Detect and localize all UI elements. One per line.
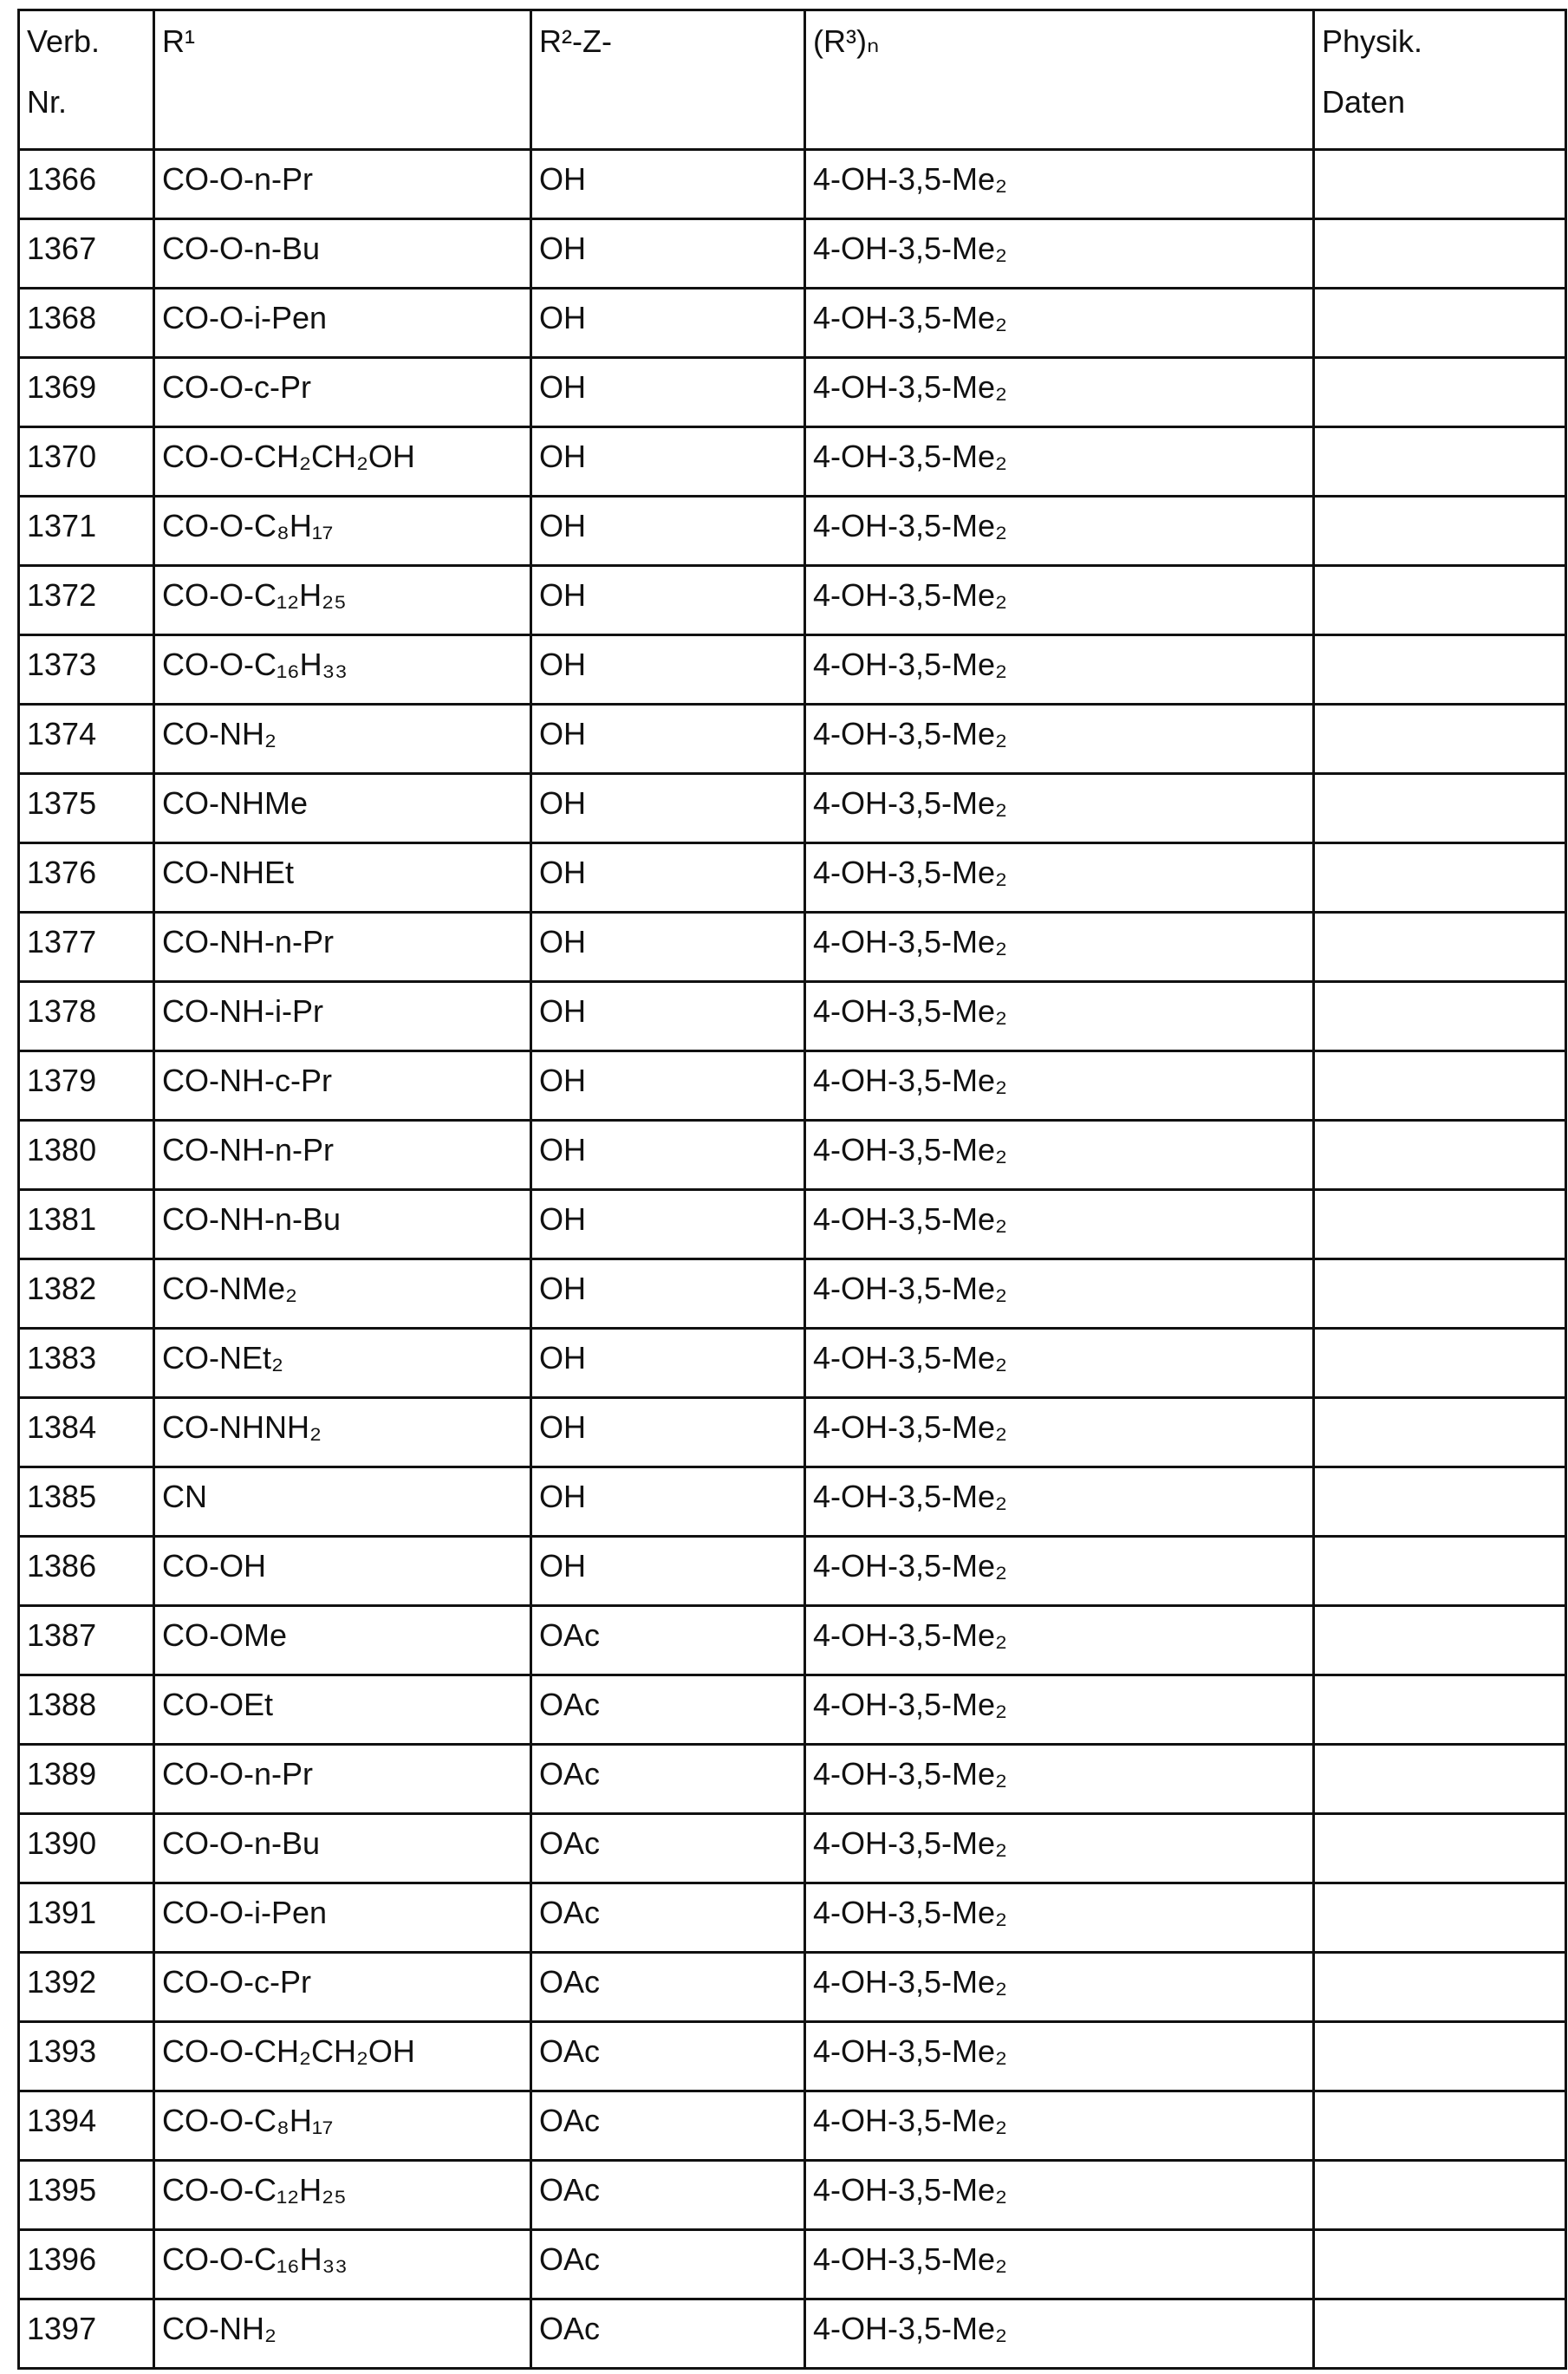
- cell-r1: CO-O-CH₂CH₂OH: [154, 2022, 531, 2091]
- cell-r2-z: OH: [531, 150, 805, 219]
- cell-r3-n: 4-OH-3,5-Me₂: [805, 982, 1314, 1051]
- cell-verb-nr: 1376: [19, 843, 154, 913]
- cell-r3-n: 4-OH-3,5-Me₂: [805, 2091, 1314, 2161]
- cell-physik-daten: [1314, 1259, 1566, 1329]
- cell-r2-z: OH: [531, 289, 805, 358]
- cell-r1: CO-NH₂: [154, 2299, 531, 2369]
- cell-r1: CO-O-n-Pr: [154, 1745, 531, 1814]
- header-verb-nr: [19, 10, 154, 150]
- cell-verb-nr: 1390: [19, 1814, 154, 1883]
- table-body: [19, 150, 1566, 2369]
- table-row: [19, 1745, 1566, 1814]
- cell-r3-n: 4-OH-3,5-Me₂: [805, 497, 1314, 566]
- cell-verb-nr: 1388: [19, 1675, 154, 1745]
- cell-r2-z: OH: [531, 774, 805, 843]
- cell-verb-nr: 1395: [19, 2161, 154, 2230]
- cell-physik-daten: [1314, 219, 1566, 289]
- cell-r2-z: OAc: [531, 1883, 805, 1953]
- cell-r2-z: OAc: [531, 1814, 805, 1883]
- cell-r1: CO-O-n-Bu: [154, 1814, 531, 1883]
- cell-r3-n: 4-OH-3,5-Me₂: [805, 566, 1314, 635]
- cell-r3-n: 4-OH-3,5-Me₂: [805, 219, 1314, 289]
- cell-r1: CN: [154, 1467, 531, 1537]
- cell-verb-nr: 1386: [19, 1537, 154, 1606]
- cell-r2-z: OH: [531, 843, 805, 913]
- cell-r2-z: OAc: [531, 2299, 805, 2369]
- cell-r3-n: 4-OH-3,5-Me₂: [805, 843, 1314, 913]
- table-row: [19, 843, 1566, 913]
- cell-r3-n: 4-OH-3,5-Me₂: [805, 1051, 1314, 1121]
- cell-physik-daten: [1314, 289, 1566, 358]
- cell-r2-z: OH: [531, 1190, 805, 1259]
- cell-r1: CO-NH-n-Bu: [154, 1190, 531, 1259]
- cell-physik-daten: [1314, 1745, 1566, 1814]
- cell-physik-daten: [1314, 566, 1566, 635]
- cell-r1: CO-NHMe: [154, 774, 531, 843]
- cell-r2-z: OH: [531, 358, 805, 427]
- cell-verb-nr: 1387: [19, 1606, 154, 1675]
- cell-verb-nr: 1368: [19, 289, 154, 358]
- cell-verb-nr: 1367: [19, 219, 154, 289]
- cell-r1: CO-O-C₈H₁₇: [154, 2091, 531, 2161]
- cell-verb-nr: 1389: [19, 1745, 154, 1814]
- table-row: [19, 358, 1566, 427]
- cell-physik-daten: [1314, 1121, 1566, 1190]
- header-nr: Nr.: [27, 84, 67, 120]
- cell-verb-nr: 1380: [19, 1121, 154, 1190]
- cell-verb-nr: 1370: [19, 427, 154, 497]
- table-row: [19, 1537, 1566, 1606]
- cell-physik-daten: [1314, 1190, 1566, 1259]
- cell-r3-n: 4-OH-3,5-Me₂: [805, 913, 1314, 982]
- cell-physik-daten: [1314, 497, 1566, 566]
- cell-physik-daten: [1314, 705, 1566, 774]
- cell-r3-n: 4-OH-3,5-Me₂: [805, 2230, 1314, 2299]
- cell-r2-z: OAc: [531, 2161, 805, 2230]
- table-row: [19, 1675, 1566, 1745]
- table-row: [19, 2091, 1566, 2161]
- table-row: [19, 2161, 1566, 2230]
- cell-verb-nr: 1384: [19, 1398, 154, 1467]
- cell-verb-nr: 1373: [19, 635, 154, 705]
- cell-r2-z: OAc: [531, 1953, 805, 2022]
- cell-verb-nr: 1381: [19, 1190, 154, 1259]
- cell-verb-nr: 1391: [19, 1883, 154, 1953]
- header-r2-z: R²-Z-: [531, 10, 805, 150]
- cell-r2-z: OH: [531, 1259, 805, 1329]
- cell-r2-z: OH: [531, 1398, 805, 1467]
- cell-physik-daten: [1314, 1537, 1566, 1606]
- cell-r1: CO-O-n-Pr: [154, 150, 531, 219]
- table-row: [19, 635, 1566, 705]
- table-row: [19, 1814, 1566, 1883]
- cell-physik-daten: [1314, 1883, 1566, 1953]
- cell-r1: CO-O-n-Bu: [154, 219, 531, 289]
- cell-physik-daten: [1314, 913, 1566, 982]
- compound-table: [17, 9, 1567, 2370]
- table-row: [19, 289, 1566, 358]
- table-row: [19, 1121, 1566, 1190]
- cell-r3-n: 4-OH-3,5-Me₂: [805, 1953, 1314, 2022]
- cell-verb-nr: 1378: [19, 982, 154, 1051]
- cell-r1: CO-NMe₂: [154, 1259, 531, 1329]
- cell-physik-daten: [1314, 843, 1566, 913]
- cell-physik-daten: [1314, 2230, 1566, 2299]
- cell-r3-n: 4-OH-3,5-Me₂: [805, 1467, 1314, 1537]
- table-row: [19, 2022, 1566, 2091]
- cell-physik-daten: [1314, 982, 1566, 1051]
- cell-physik-daten: [1314, 2299, 1566, 2369]
- cell-physik-daten: [1314, 1953, 1566, 2022]
- cell-verb-nr: 1392: [19, 1953, 154, 2022]
- table-row: [19, 1883, 1566, 1953]
- cell-r2-z: OH: [531, 497, 805, 566]
- cell-r3-n: 4-OH-3,5-Me₂: [805, 1537, 1314, 1606]
- cell-r2-z: OH: [531, 1537, 805, 1606]
- cell-r3-n: 4-OH-3,5-Me₂: [805, 1883, 1314, 1953]
- cell-verb-nr: 1372: [19, 566, 154, 635]
- table-row: [19, 1329, 1566, 1398]
- cell-r1: CO-O-CH₂CH₂OH: [154, 427, 531, 497]
- cell-verb-nr: 1379: [19, 1051, 154, 1121]
- cell-r2-z: OH: [531, 427, 805, 497]
- cell-r3-n: 4-OH-3,5-Me₂: [805, 2299, 1314, 2369]
- cell-r1: CO-O-c-Pr: [154, 1953, 531, 2022]
- table-row: [19, 219, 1566, 289]
- cell-r1: CO-OEt: [154, 1675, 531, 1745]
- cell-verb-nr: 1375: [19, 774, 154, 843]
- cell-r1: CO-NH-n-Pr: [154, 913, 531, 982]
- table-row: [19, 1259, 1566, 1329]
- cell-r2-z: OAc: [531, 1675, 805, 1745]
- cell-r2-z: OH: [531, 219, 805, 289]
- cell-r3-n: 4-OH-3,5-Me₂: [805, 1814, 1314, 1883]
- cell-r2-z: OH: [531, 913, 805, 982]
- table-header-row: [19, 10, 1566, 150]
- cell-physik-daten: [1314, 1329, 1566, 1398]
- cell-r1: CO-O-C₁₆H₃₃: [154, 635, 531, 705]
- table-row: [19, 1606, 1566, 1675]
- cell-r3-n: 4-OH-3,5-Me₂: [805, 150, 1314, 219]
- cell-physik-daten: [1314, 2091, 1566, 2161]
- cell-physik-daten: [1314, 150, 1566, 219]
- cell-physik-daten: [1314, 427, 1566, 497]
- table-row: [19, 2230, 1566, 2299]
- cell-physik-daten: [1314, 1675, 1566, 1745]
- cell-verb-nr: 1366: [19, 150, 154, 219]
- table-row: [19, 705, 1566, 774]
- cell-verb-nr: 1396: [19, 2230, 154, 2299]
- cell-r2-z: OH: [531, 566, 805, 635]
- table-row: [19, 566, 1566, 635]
- table-row: [19, 1051, 1566, 1121]
- table-row: [19, 1953, 1566, 2022]
- table-row: [19, 1398, 1566, 1467]
- cell-r3-n: 4-OH-3,5-Me₂: [805, 1745, 1314, 1814]
- cell-r2-z: OAc: [531, 2091, 805, 2161]
- table-row: [19, 913, 1566, 982]
- cell-r3-n: 4-OH-3,5-Me₂: [805, 427, 1314, 497]
- table-row: [19, 982, 1566, 1051]
- cell-r1: CO-NH-n-Pr: [154, 1121, 531, 1190]
- cell-verb-nr: 1377: [19, 913, 154, 982]
- cell-physik-daten: [1314, 1606, 1566, 1675]
- cell-r2-z: OAc: [531, 1606, 805, 1675]
- header-r3-n: (R³)ₙ: [805, 10, 1314, 150]
- cell-r2-z: OH: [531, 1051, 805, 1121]
- cell-verb-nr: 1371: [19, 497, 154, 566]
- cell-r3-n: 4-OH-3,5-Me₂: [805, 289, 1314, 358]
- cell-r3-n: 4-OH-3,5-Me₂: [805, 2161, 1314, 2230]
- cell-r1: CO-NH₂: [154, 705, 531, 774]
- cell-r2-z: OH: [531, 1121, 805, 1190]
- cell-physik-daten: [1314, 1051, 1566, 1121]
- cell-r1: CO-O-C₁₂H₂₅: [154, 2161, 531, 2230]
- cell-verb-nr: 1385: [19, 1467, 154, 1537]
- table-row: [19, 427, 1566, 497]
- header-r1: R¹: [154, 10, 531, 150]
- cell-r1: CO-OMe: [154, 1606, 531, 1675]
- cell-r3-n: 4-OH-3,5-Me₂: [805, 358, 1314, 427]
- cell-verb-nr: 1382: [19, 1259, 154, 1329]
- cell-r3-n: 4-OH-3,5-Me₂: [805, 2022, 1314, 2091]
- cell-r1: CO-OH: [154, 1537, 531, 1606]
- cell-r3-n: 4-OH-3,5-Me₂: [805, 1606, 1314, 1675]
- cell-r1: CO-NH-i-Pr: [154, 982, 531, 1051]
- cell-r2-z: OAc: [531, 2230, 805, 2299]
- cell-r1: CO-O-i-Pen: [154, 1883, 531, 1953]
- cell-physik-daten: [1314, 635, 1566, 705]
- cell-r1: CO-NH-c-Pr: [154, 1051, 531, 1121]
- cell-r1: CO-NHEt: [154, 843, 531, 913]
- cell-physik-daten: [1314, 774, 1566, 843]
- cell-physik-daten: [1314, 2022, 1566, 2091]
- table-row: [19, 2299, 1566, 2369]
- header-physik: Physik.: [1322, 23, 1422, 59]
- cell-verb-nr: 1394: [19, 2091, 154, 2161]
- cell-r1: CO-NEt₂: [154, 1329, 531, 1398]
- cell-r2-z: OH: [531, 635, 805, 705]
- cell-verb-nr: 1393: [19, 2022, 154, 2091]
- cell-r3-n: 4-OH-3,5-Me₂: [805, 774, 1314, 843]
- cell-r1: CO-O-C₁₂H₂₅: [154, 566, 531, 635]
- cell-r3-n: 4-OH-3,5-Me₂: [805, 635, 1314, 705]
- header-verb: Verb.: [27, 23, 100, 59]
- cell-verb-nr: 1383: [19, 1329, 154, 1398]
- cell-r3-n: 4-OH-3,5-Me₂: [805, 1190, 1314, 1259]
- table-row: [19, 150, 1566, 219]
- cell-r3-n: 4-OH-3,5-Me₂: [805, 1329, 1314, 1398]
- cell-r2-z: OH: [531, 1467, 805, 1537]
- table-row: [19, 497, 1566, 566]
- header-daten: Daten: [1322, 84, 1405, 120]
- cell-r2-z: OH: [531, 705, 805, 774]
- table-row: [19, 774, 1566, 843]
- cell-physik-daten: [1314, 358, 1566, 427]
- cell-r1: CO-O-C₈H₁₇: [154, 497, 531, 566]
- cell-physik-daten: [1314, 2161, 1566, 2230]
- cell-r3-n: 4-OH-3,5-Me₂: [805, 1259, 1314, 1329]
- cell-r1: CO-O-i-Pen: [154, 289, 531, 358]
- cell-r2-z: OH: [531, 1329, 805, 1398]
- cell-verb-nr: 1369: [19, 358, 154, 427]
- header-physik-daten: [1314, 10, 1566, 150]
- cell-r2-z: OH: [531, 982, 805, 1051]
- cell-verb-nr: 1374: [19, 705, 154, 774]
- cell-r1: CO-O-C₁₆H₃₃: [154, 2230, 531, 2299]
- cell-physik-daten: [1314, 1467, 1566, 1537]
- cell-physik-daten: [1314, 1814, 1566, 1883]
- cell-verb-nr: 1397: [19, 2299, 154, 2369]
- table-row: [19, 1190, 1566, 1259]
- cell-r2-z: OAc: [531, 1745, 805, 1814]
- cell-r2-z: OAc: [531, 2022, 805, 2091]
- cell-physik-daten: [1314, 1398, 1566, 1467]
- cell-r3-n: 4-OH-3,5-Me₂: [805, 1398, 1314, 1467]
- cell-r3-n: 4-OH-3,5-Me₂: [805, 705, 1314, 774]
- cell-r1: CO-NHNH₂: [154, 1398, 531, 1467]
- cell-r3-n: 4-OH-3,5-Me₂: [805, 1675, 1314, 1745]
- cell-r3-n: 4-OH-3,5-Me₂: [805, 1121, 1314, 1190]
- cell-r1: CO-O-c-Pr: [154, 358, 531, 427]
- table-row: [19, 1467, 1566, 1537]
